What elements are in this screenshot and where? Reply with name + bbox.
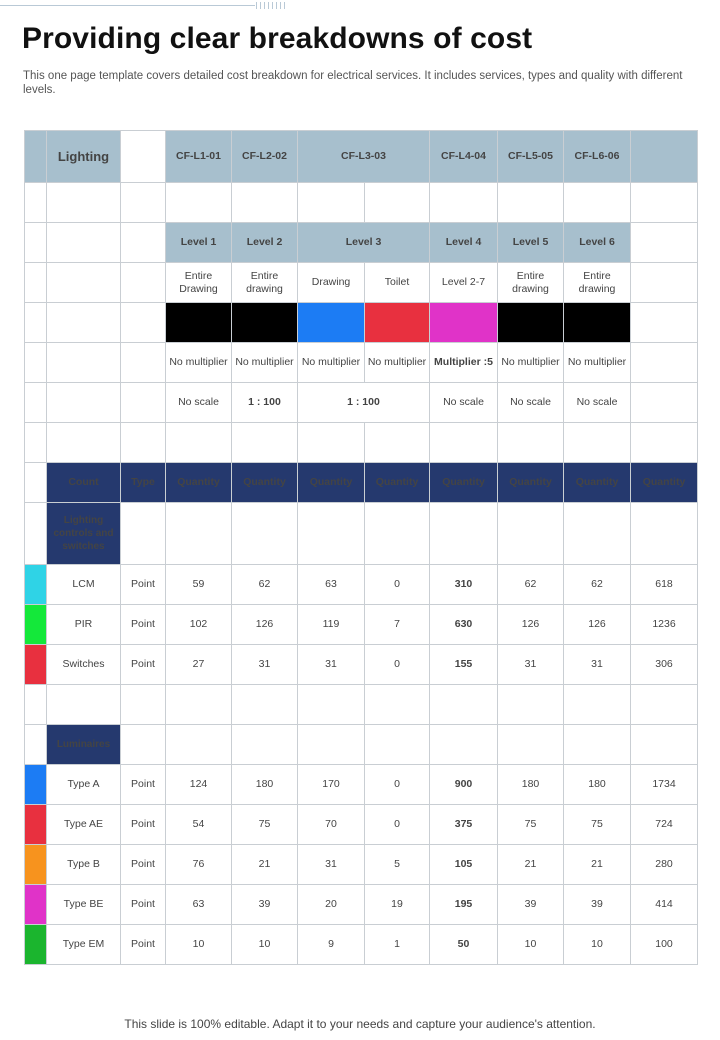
row-value-highlight: 375 [430, 805, 498, 845]
scale-cell: 1 : 100 [232, 383, 298, 423]
row-name: Type A [47, 765, 121, 805]
col-header-type: Type [121, 463, 166, 503]
table-row-type-a [25, 765, 698, 805]
col-header-quantity: Quantity [232, 463, 298, 503]
col-header-quantity: Quantity [498, 463, 564, 503]
color-row [25, 303, 698, 343]
row-value: 39 [232, 885, 298, 925]
header-lighting: Lighting [47, 131, 121, 183]
row-value: 10 [498, 925, 564, 965]
section-label-lighting-controls: Lighting controls and switches [47, 503, 121, 565]
row-type: Point [121, 885, 166, 925]
color-swatch-black [232, 303, 298, 343]
drawing-cell: Entire drawing [232, 263, 298, 303]
row-value: 124 [166, 765, 232, 805]
row-value-highlight: 195 [430, 885, 498, 925]
row-value: 10 [232, 925, 298, 965]
column-header-row [25, 463, 698, 503]
multiplier-cell: No multiplier [498, 343, 564, 383]
row-value: 31 [498, 645, 564, 685]
footer-note: This slide is 100% editable. Adapt it to your needs and capture your audience's attention. [124, 1017, 596, 1031]
row-value-highlight: 900 [430, 765, 498, 805]
row-type: Point [121, 565, 166, 605]
row-color-magenta [25, 885, 47, 925]
table-row-switches [25, 645, 698, 685]
row-value: 10 [564, 925, 631, 965]
row-name: Type BE [47, 885, 121, 925]
row-name: PIR [47, 605, 121, 645]
row-name: Switches [47, 645, 121, 685]
drawing-row [25, 263, 698, 303]
row-value-highlight: 630 [430, 605, 498, 645]
top-decoration-ticks [256, 2, 286, 9]
row-value: 75 [498, 805, 564, 845]
row-total: 100 [631, 925, 698, 965]
header-row [25, 131, 698, 183]
row-value: 10 [166, 925, 232, 965]
scale-cell: No scale [430, 383, 498, 423]
drawing-cell: Drawing [298, 263, 365, 303]
col-header-quantity: Quantity [166, 463, 232, 503]
row-total: 724 [631, 805, 698, 845]
section-row-lighting-controls [25, 503, 698, 565]
color-swatch-black [166, 303, 232, 343]
row-value: 180 [232, 765, 298, 805]
row-value: 21 [498, 845, 564, 885]
row-color-cyan [25, 565, 47, 605]
row-value: 62 [498, 565, 564, 605]
row-value: 75 [232, 805, 298, 845]
row-type: Point [121, 765, 166, 805]
row-value: 75 [564, 805, 631, 845]
row-value: 7 [365, 605, 430, 645]
row-value: 31 [564, 645, 631, 685]
section-row-luminaires [25, 725, 698, 765]
row-value: 20 [298, 885, 365, 925]
row-color-green [25, 605, 47, 645]
row-value: 39 [564, 885, 631, 925]
col-header-count: Count [47, 463, 121, 503]
scale-cell: 1 : 100 [298, 383, 430, 423]
row-value: 39 [498, 885, 564, 925]
multiplier-cell: No multiplier [298, 343, 365, 383]
row-value: 5 [365, 845, 430, 885]
row-color-red [25, 805, 47, 845]
row-value: 0 [365, 805, 430, 845]
row-value: 170 [298, 765, 365, 805]
levels-row [25, 223, 698, 263]
level-5: Level 5 [498, 223, 564, 263]
level-4: Level 4 [430, 223, 498, 263]
top-decoration-line [0, 5, 255, 6]
row-value: 19 [365, 885, 430, 925]
row-value: 59 [166, 565, 232, 605]
color-swatch-black [564, 303, 631, 343]
row-color-blue [25, 765, 47, 805]
multiplier-row [25, 343, 698, 383]
row-total: 414 [631, 885, 698, 925]
spacer-row [25, 183, 698, 223]
row-value: 54 [166, 805, 232, 845]
row-value: 126 [498, 605, 564, 645]
row-total: 618 [631, 565, 698, 605]
row-value: 180 [564, 765, 631, 805]
row-value: 70 [298, 805, 365, 845]
row-value: 126 [564, 605, 631, 645]
row-value: 27 [166, 645, 232, 685]
header-cf-l4: CF-L4-04 [430, 131, 498, 183]
row-name: LCM [47, 565, 121, 605]
page-title: Providing clear breakdowns of cost [22, 22, 533, 55]
row-name: Type B [47, 845, 121, 885]
spacer-row [25, 685, 698, 725]
row-value: 31 [232, 645, 298, 685]
row-value: 76 [166, 845, 232, 885]
scale-cell: No scale [166, 383, 232, 423]
row-color-red [25, 645, 47, 685]
row-value: 21 [564, 845, 631, 885]
multiplier-cell: Multiplier :5 [430, 343, 498, 383]
row-value: 0 [365, 565, 430, 605]
row-value: 0 [365, 645, 430, 685]
level-6: Level 6 [564, 223, 631, 263]
row-value-highlight: 105 [430, 845, 498, 885]
page-subtitle: This one page template covers detailed cost breakdown for electrical services. It includes services, types and quality with different levels. [23, 70, 683, 96]
col-header-quantity: Quantity [631, 463, 698, 503]
header-cf-l6: CF-L6-06 [564, 131, 631, 183]
row-value: 0 [365, 765, 430, 805]
header-cf-l3: CF-L3-03 [298, 131, 430, 183]
col-header-quantity: Quantity [365, 463, 430, 503]
header-cell-end [631, 131, 698, 183]
col-header-quantity: Quantity [564, 463, 631, 503]
scale-cell: No scale [498, 383, 564, 423]
drawing-cell: Entire drawing [564, 263, 631, 303]
row-value: 62 [232, 565, 298, 605]
scale-cell: No scale [564, 383, 631, 423]
drawing-cell: Toilet [365, 263, 430, 303]
level-1: Level 1 [166, 223, 232, 263]
level-2: Level 2 [232, 223, 298, 263]
row-type: Point [121, 845, 166, 885]
col-header-quantity: Quantity [430, 463, 498, 503]
row-value: 126 [232, 605, 298, 645]
row-type: Point [121, 605, 166, 645]
row-name: Type AE [47, 805, 121, 845]
row-value: 62 [564, 565, 631, 605]
color-swatch-black [498, 303, 564, 343]
row-total: 1734 [631, 765, 698, 805]
row-value: 9 [298, 925, 365, 965]
scale-row [25, 383, 698, 423]
section-label-luminaires: Luminaires [47, 725, 121, 765]
row-value: 31 [298, 845, 365, 885]
row-total: 306 [631, 645, 698, 685]
row-value-highlight: 155 [430, 645, 498, 685]
header-cf-l2: CF-L2-02 [232, 131, 298, 183]
row-value: 180 [498, 765, 564, 805]
table-row-type-b [25, 845, 698, 885]
table-row-type-ae [25, 805, 698, 845]
cost-breakdown-table [24, 130, 698, 965]
row-total: 1236 [631, 605, 698, 645]
table-row-pir [25, 605, 698, 645]
multiplier-cell: No multiplier [564, 343, 631, 383]
color-swatch-magenta [430, 303, 498, 343]
row-value: 102 [166, 605, 232, 645]
row-type: Point [121, 925, 166, 965]
header-cell-empty [25, 131, 47, 183]
multiplier-cell: No multiplier [232, 343, 298, 383]
color-swatch-red [365, 303, 430, 343]
color-swatch-blue [298, 303, 365, 343]
row-value: 1 [365, 925, 430, 965]
row-color-green [25, 925, 47, 965]
multiplier-cell: No multiplier [166, 343, 232, 383]
spacer-row [25, 423, 698, 463]
col-header-quantity: Quantity [298, 463, 365, 503]
header-cell-blank [121, 131, 166, 183]
row-value: 31 [298, 645, 365, 685]
header-cf-l1: CF-L1-01 [166, 131, 232, 183]
table-row-type-be [25, 885, 698, 925]
table-row-lcm [25, 565, 698, 605]
row-value: 63 [166, 885, 232, 925]
level-3: Level 3 [298, 223, 430, 263]
row-name: Type EM [47, 925, 121, 965]
drawing-cell: Entire drawing [498, 263, 564, 303]
row-value: 63 [298, 565, 365, 605]
row-value-highlight: 50 [430, 925, 498, 965]
multiplier-cell: No multiplier [365, 343, 430, 383]
row-type: Point [121, 805, 166, 845]
row-color-orange [25, 845, 47, 885]
row-value-highlight: 310 [430, 565, 498, 605]
row-value: 119 [298, 605, 365, 645]
row-type: Point [121, 645, 166, 685]
table-row-type-em [25, 925, 698, 965]
row-total: 280 [631, 845, 698, 885]
drawing-cell: Entire Drawing [166, 263, 232, 303]
header-cf-l5: CF-L5-05 [498, 131, 564, 183]
row-value: 21 [232, 845, 298, 885]
drawing-cell: Level 2-7 [430, 263, 498, 303]
